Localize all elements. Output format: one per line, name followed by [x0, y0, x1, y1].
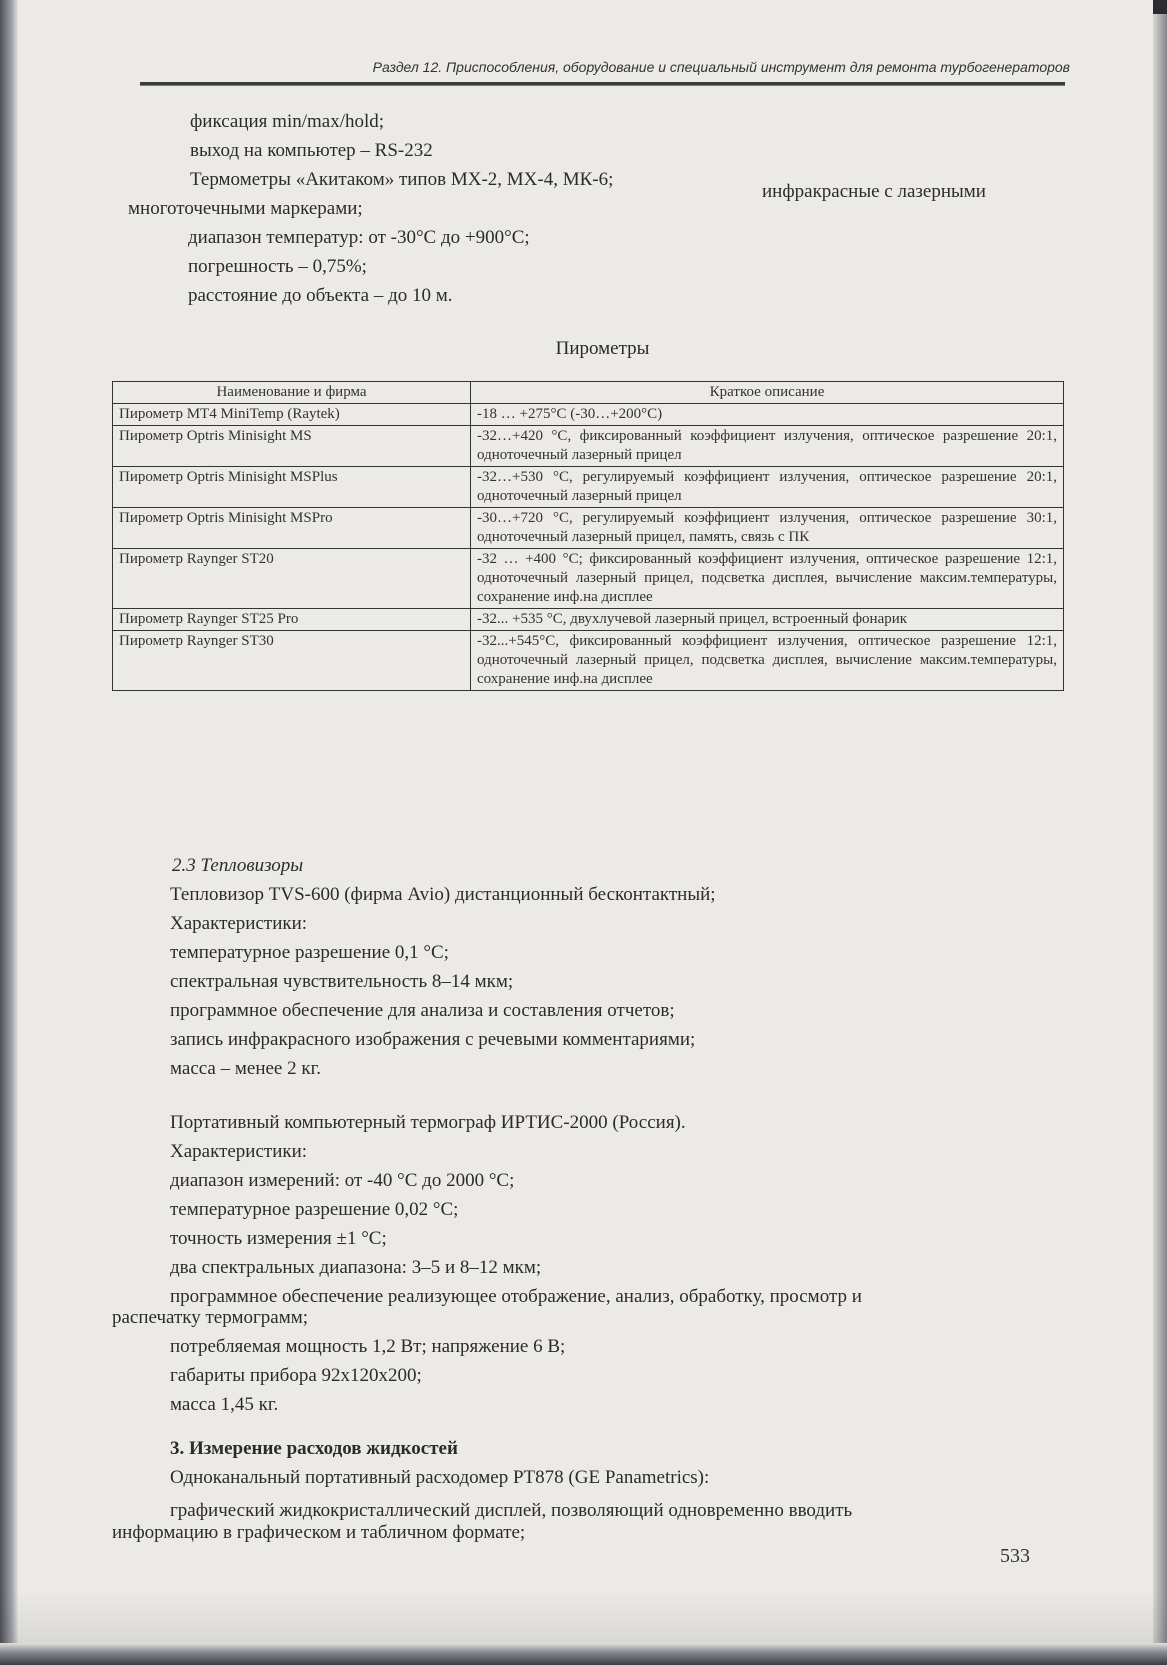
text-line: распечатку термограмм;: [112, 1307, 309, 1328]
text-line: диапазон измерений: от -40 °С до 2000 °С;: [170, 1170, 515, 1191]
text-line: информацию в графическом и табличном формате;: [112, 1522, 526, 1543]
page-number: 533: [1000, 1545, 1030, 1567]
table-row: [113, 404, 1064, 426]
device-desc-cell: -30…+720 °С, регулируемый коэффициент излучения, оптическое разрешение 30:1, одноточечный лазерный прицел, память, связь с ПК: [471, 508, 1064, 549]
table-header-row: [113, 382, 1064, 404]
device-name-cell: Пирометр MT4 MiniTemp (Raytek): [113, 404, 471, 426]
text-line: Характеристики:: [170, 913, 308, 934]
text-line: запись инфракрасного изображения с речевыми комментариями;: [170, 1029, 696, 1050]
page-edge-bottom: [0, 1643, 1167, 1665]
table-row: [113, 467, 1064, 508]
device-desc-cell: -32... +535 °С, двухлучевой лазерный прицел, встроенный фонарик: [471, 609, 1064, 631]
table-row: [113, 609, 1064, 631]
device-desc-cell: -32…+420 °С, фиксированный коэффициент излучения, оптическое разрешение 20:1, одноточечный лазерный прицел: [471, 426, 1064, 467]
table-title: Пирометры: [555, 338, 650, 359]
device-desc-cell: -18 … +275°С (-30…+200°С): [471, 404, 1064, 426]
device-name-cell: Пирометр Raynger ST20: [113, 549, 471, 609]
text-line: Тепловизор TVS-600 (фирма Avio) дистанционный бесконтактный;: [170, 884, 716, 905]
text-line: фиксация min/max/hold;: [190, 111, 385, 132]
device-name-cell: Пирометр Optris Minisight MS: [113, 426, 471, 467]
device-name-cell: Пирометр Raynger ST30: [113, 631, 471, 691]
column-header: Наименование и фирма: [113, 382, 471, 404]
pyrometer-table: [112, 381, 1064, 691]
running-header: Раздел 12. Приспособления, оборудование и специальный инструмент для ремонта турбогенераторов: [372, 59, 1070, 75]
text-line: программное обеспечение реализующее отображение, анализ, обработку, просмотр и: [170, 1286, 862, 1307]
text-line: потребляемая мощность 1,2 Вт; напряжение 6 В;: [170, 1336, 566, 1357]
text-line: два спектральных диапазона: 3–5 и 8–12 мкм;: [170, 1257, 542, 1278]
text-line: габариты прибора 92х120х200;: [170, 1365, 422, 1386]
text-line: масса – менее 2 кг.: [170, 1058, 321, 1079]
device-name-cell: Пирометр Optris Minisight MSPro: [113, 508, 471, 549]
device-name-cell: Пирометр Optris Minisight MSPlus: [113, 467, 471, 508]
text-line: температурное разрешение 0,02 °С;: [170, 1199, 459, 1220]
text-line: многоточечными маркерами;: [128, 198, 363, 219]
device-desc-cell: -32 … +400 °С; фиксированный коэффициент излучения, оптическое разрешение 12:1, одноточечный лазерный прицел, подсветка дисплея, вычисление максим.температуры, сохранение инф.на дисплее: [471, 549, 1064, 609]
header-rule: [140, 82, 1065, 86]
column-header: Краткое описание: [471, 382, 1064, 404]
device-name-cell: Пирометр Raynger ST25 Pro: [113, 609, 471, 631]
text-line: графический жидкокристаллический дисплей, позволяющий одновременно вводить: [170, 1500, 853, 1521]
text-line: диапазон температур: от -30°С до +900°С;: [188, 227, 530, 248]
text-line: инфракрасные с лазерными: [762, 181, 986, 202]
bottom-shadow: [0, 1590, 1167, 1643]
text-line: температурное разрешение 0,1 °С;: [170, 942, 449, 963]
text-line: Портативный компьютерный термограф ИРТИС-2000 (Россия).: [170, 1112, 686, 1133]
text-line: расстояние до объекта – до 10 м.: [188, 285, 453, 306]
text-line: точность измерения ±1 °С;: [170, 1228, 387, 1249]
section-heading: 3. Измерение расходов жидкостей: [170, 1438, 458, 1459]
text-line: погрешность – 0,75%;: [188, 256, 367, 277]
device-desc-cell: -32…+530 °С, регулируемый коэффициент излучения, оптическое разрешение 20:1, одноточечный лазерный прицел: [471, 467, 1064, 508]
text-line: Одноканальный портативный расходомер PT878 (GE Panametrics):: [170, 1467, 710, 1488]
page-edge-right: [1153, 0, 1167, 1665]
table-row: [113, 631, 1064, 691]
text-line: масса 1,45 кг.: [170, 1394, 279, 1415]
section-subtitle: 2.3 Тепловизоры: [172, 855, 304, 876]
table-row: [113, 508, 1064, 549]
text-line: Характеристики:: [170, 1141, 308, 1162]
page-edge-left: [0, 0, 18, 1665]
text-line: выход на компьютер – RS-232: [190, 140, 433, 161]
table-row: [113, 426, 1064, 467]
text-line: Термометры «Акитаком» типов МХ-2, МХ-4, МК-6;: [190, 169, 614, 190]
device-desc-cell: -32...+545°С, фиксированный коэффициент излучения, оптическое разрешение 12:1, одноточечный лазерный прицел, подсветка дисплея, вычисление максим.температуры, сохранение инф.на дисплее: [471, 631, 1064, 691]
scan-corner: [1153, 0, 1167, 14]
text-line: спектральная чувствительность 8–14 мкм;: [170, 971, 514, 992]
table-row: [113, 549, 1064, 609]
text-line: программное обеспечение для анализа и составления отчетов;: [170, 1000, 675, 1021]
